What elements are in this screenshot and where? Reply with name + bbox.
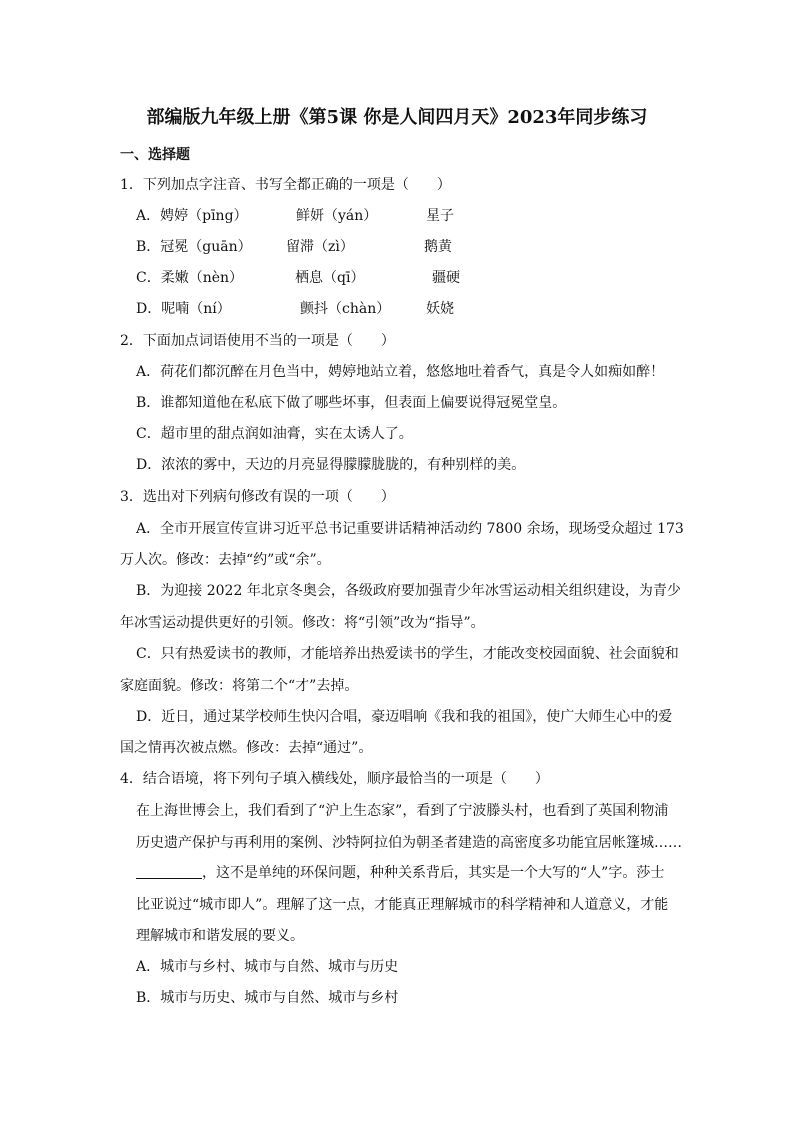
question-2-option-a: A．荷花们都沉醉在月色当中，娉婷地站立着，悠悠地吐着香气，真是令人如痴如醉！ (136, 364, 665, 380)
question-4-passage-line-5: 理解城市和谐发展的要义。 (136, 928, 304, 944)
page-title: 部编版九年级上册《第5课 你是人间四月天》2023年同步练习 (146, 107, 648, 128)
question-3-line-1: A．全市开展宣传宣讲习近平总书记重要讲话精神活动约 7800 余场，现场受众超过 173 (136, 521, 684, 537)
option-b-item-3: 鹅黄 (424, 239, 452, 255)
question-3-line-6: 家庭面貌。修改：将第二个“才”去掉。 (120, 678, 359, 694)
question-2-stem: 2．下面加点词语使用不当的一项是（ ） (120, 333, 395, 349)
option-d-item-1: D．呢喃（ní） (136, 301, 231, 317)
question-4-stem: 4．结合语境，将下列句子填入横线处，顺序最恰当的一项是（ ） (120, 771, 549, 787)
question-4-passage-line-4: 比亚说过“城市即人”。理解了这一点，才能真正理解城市的科学精神和人道意义，才能 (136, 897, 669, 913)
option-c-item-1: C．柔嫩（nèn） (136, 270, 244, 286)
option-a-item-3: 星子 (426, 208, 454, 224)
question-4-option-a: A．城市与乡村、城市与自然、城市与历史 (136, 959, 399, 975)
option-d-item-3: 妖娆 (426, 301, 454, 317)
question-4-passage-line-3 (136, 864, 664, 882)
question-3-line-5: C．只有热爱读书的教师，才能培养出热爱读书的学生，才能改变校园面貌、社会面貌和 (136, 646, 679, 662)
option-b-item-1: B．冠冕（guān） (136, 239, 252, 255)
question-4-option-b: B．城市与历史、城市与自然、城市与乡村 (136, 990, 399, 1006)
option-c-item-3: 疆硬 (432, 270, 460, 286)
question-3-line-8: 国之情再次被点燃。修改：去掉“通过”。 (120, 740, 373, 756)
question-2-option-b: B．谁都知道他在私底下做了哪些坏事，但表面上偏要说得冠冕堂皇。 (136, 395, 567, 411)
question-3-line-7: D．近日，通过某学校师生快闪合唱，豪迈唱响《我和我的祖国》，使广大师生心中的爱 (136, 709, 673, 725)
option-a-item-1: A．娉婷（pīng） (136, 208, 248, 224)
section-heading: 一、选择题 (120, 147, 190, 163)
option-a-item-2: 鲜妍（yán） (296, 208, 378, 224)
question-3-line-2: 万人次。修改：去掉“约”或“余”。 (120, 552, 331, 568)
question-4-passage-line-1: 在上海世博会上，我们看到了“沪上生态家”，看到了宁波滕头村，也看到了英国利物浦 (136, 803, 669, 819)
question-1-stem: 1．下列加点字注音、书写全都正确的一项是（ ） (120, 177, 451, 193)
question-4-passage-line-2: 历史遗产保护与再利用的案例、沙特阿拉伯为朝圣者建造的高密度多功能宜居帐篷城…… (136, 835, 682, 851)
question-3-line-3: B．为迎接 2022 年北京冬奥会，各级政府要加强青少年冰雪运动相关组织建设，为青少 (136, 583, 681, 599)
question-3-line-4: 年冰雪运动提供更好的引领。修改：将“引领”改为“指导”。 (120, 615, 485, 631)
question-3-stem: 3．选出对下列病句修改有误的一项（ ） (120, 489, 395, 505)
question-2-option-c: C．超市里的甜点润如油膏，实在太诱人了。 (136, 426, 413, 442)
option-b-item-2: 留滞（zì） (286, 239, 354, 255)
option-d-item-2: 颤抖（chàn） (300, 301, 391, 317)
passage-line-3-text: ，这不是单纯的环保问题，种种关系背后，其实是一个大写的“人”字。莎士 (202, 865, 665, 881)
fill-in-blank (136, 864, 202, 879)
option-c-item-2: 栖息（qī） (295, 270, 365, 286)
question-2-option-d: D．浓浓的雾中，天边的月亮显得朦朦胧胧的，有种别样的美。 (136, 457, 526, 473)
